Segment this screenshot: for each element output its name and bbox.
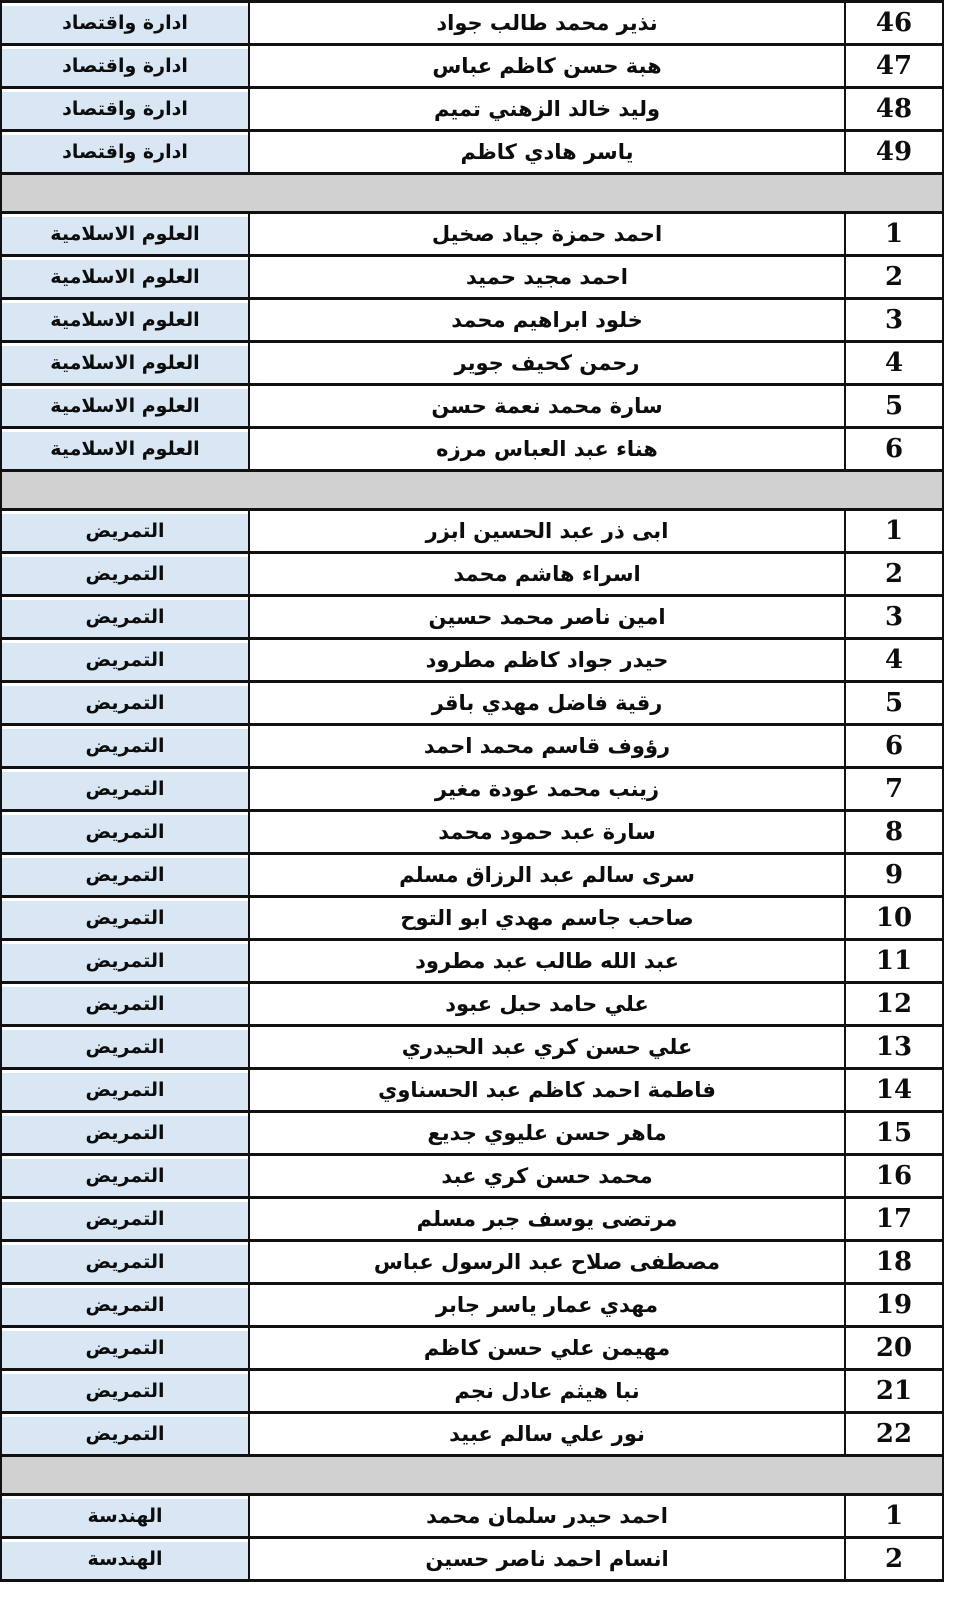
table-row bbox=[2, 726, 942, 769]
serial-number-cell bbox=[846, 812, 942, 852]
serial-number: 47 bbox=[875, 51, 913, 81]
serial-number: 4 bbox=[884, 645, 904, 675]
serial-number: 4 bbox=[884, 348, 904, 378]
department-cell bbox=[2, 132, 248, 172]
department-cell bbox=[2, 300, 248, 340]
student-name-cell bbox=[248, 554, 846, 594]
department-label: ادارة واقتصاد bbox=[62, 55, 188, 77]
student-name-cell bbox=[248, 984, 846, 1024]
department-cell bbox=[2, 1496, 248, 1536]
serial-number: 21 bbox=[875, 1376, 913, 1406]
department-label: التمريض bbox=[85, 649, 165, 671]
serial-number-cell bbox=[846, 46, 942, 86]
table-row bbox=[2, 683, 942, 726]
table-row bbox=[2, 898, 942, 941]
serial-number: 19 bbox=[875, 1290, 913, 1320]
table-row bbox=[2, 1285, 942, 1328]
serial-number: 48 bbox=[875, 94, 913, 124]
table-row bbox=[2, 3, 942, 46]
department-cell bbox=[2, 597, 248, 637]
department-label: ادارة واقتصاد bbox=[62, 141, 188, 163]
serial-number-cell bbox=[846, 683, 942, 723]
table-row bbox=[2, 1242, 942, 1285]
serial-number: 2 bbox=[884, 1544, 904, 1574]
serial-number-cell bbox=[846, 1496, 942, 1536]
serial-number-cell bbox=[846, 1371, 942, 1411]
department-cell bbox=[2, 683, 248, 723]
department-cell bbox=[2, 941, 248, 981]
student-name: انسام احمد ناصر حسين bbox=[425, 1547, 669, 1571]
serial-number-cell bbox=[846, 1285, 942, 1325]
serial-number: 17 bbox=[875, 1204, 913, 1234]
table-row bbox=[2, 1199, 942, 1242]
student-name-cell bbox=[248, 769, 846, 809]
department-label: التمريض bbox=[85, 778, 165, 800]
table-row bbox=[2, 132, 942, 175]
department-cell bbox=[2, 1285, 248, 1325]
department-label: التمريض bbox=[85, 563, 165, 585]
table-row bbox=[2, 511, 942, 554]
department-cell bbox=[2, 898, 248, 938]
student-name-cell bbox=[248, 1285, 846, 1325]
department-label: الهندسة bbox=[87, 1505, 163, 1527]
serial-number-cell bbox=[846, 429, 942, 469]
student-name: حيدر جواد كاظم مطرود bbox=[425, 648, 669, 672]
serial-number-cell bbox=[846, 132, 942, 172]
department-cell bbox=[2, 429, 248, 469]
student-name-cell bbox=[248, 386, 846, 426]
student-name-cell bbox=[248, 1242, 846, 1282]
serial-number: 3 bbox=[884, 305, 904, 335]
department-cell bbox=[2, 1242, 248, 1282]
student-name-cell bbox=[248, 1027, 846, 1067]
serial-number-cell bbox=[846, 1113, 942, 1153]
department-cell bbox=[2, 1539, 248, 1579]
student-name: فاطمة احمد كاظم عبد الحسناوي bbox=[378, 1078, 716, 1102]
student-name-cell bbox=[248, 1113, 846, 1153]
student-name-cell bbox=[248, 855, 846, 895]
serial-number-cell bbox=[846, 1070, 942, 1110]
serial-number: 5 bbox=[884, 391, 904, 421]
table-row bbox=[2, 1156, 942, 1199]
student-name-cell bbox=[248, 511, 846, 551]
department-label: العلوم الاسلامية bbox=[50, 395, 200, 417]
table-row bbox=[2, 812, 942, 855]
serial-number: 49 bbox=[875, 137, 913, 167]
section-separator bbox=[2, 1457, 942, 1496]
table-row bbox=[2, 597, 942, 640]
table-row bbox=[2, 343, 942, 386]
serial-number: 6 bbox=[884, 731, 904, 761]
department-label: العلوم الاسلامية bbox=[50, 352, 200, 374]
department-cell bbox=[2, 343, 248, 383]
student-name-cell bbox=[248, 1371, 846, 1411]
department-label: التمريض bbox=[85, 821, 165, 843]
student-name-cell bbox=[248, 683, 846, 723]
department-label: التمريض bbox=[85, 1079, 165, 1101]
department-label: التمريض bbox=[85, 1294, 165, 1316]
table-row bbox=[2, 640, 942, 683]
student-name: ماهر حسن عليوي جديع bbox=[427, 1121, 667, 1145]
table-row bbox=[2, 1371, 942, 1414]
department-label: التمريض bbox=[85, 1208, 165, 1230]
student-name: امين ناصر محمد حسين bbox=[428, 605, 666, 629]
table-row bbox=[2, 1496, 942, 1539]
department-cell bbox=[2, 214, 248, 254]
student-name: احمد مجيد حميد bbox=[466, 265, 628, 289]
department-label: الهندسة bbox=[87, 1548, 163, 1570]
serial-number: 7 bbox=[884, 774, 904, 804]
student-name-cell bbox=[248, 941, 846, 981]
serial-number: 6 bbox=[884, 434, 904, 464]
department-cell bbox=[2, 554, 248, 594]
student-name-cell bbox=[248, 1070, 846, 1110]
student-name: محمد حسن كري عبد bbox=[441, 1164, 653, 1188]
student-name-cell bbox=[248, 1496, 846, 1536]
student-name-cell bbox=[248, 46, 846, 86]
serial-number: 2 bbox=[884, 262, 904, 292]
department-cell bbox=[2, 1199, 248, 1239]
student-name: ياسر هادي كاظم bbox=[460, 140, 634, 164]
serial-number: 1 bbox=[884, 1501, 904, 1531]
student-name-cell bbox=[248, 726, 846, 766]
student-name: احمد حيدر سلمان محمد bbox=[426, 1504, 668, 1528]
student-name: علي حسن كري عبد الحيدري bbox=[401, 1035, 693, 1059]
department-cell bbox=[2, 257, 248, 297]
department-cell bbox=[2, 1371, 248, 1411]
serial-number: 46 bbox=[875, 8, 913, 38]
student-name: زينب محمد عودة مغير bbox=[434, 777, 660, 801]
department-cell bbox=[2, 855, 248, 895]
department-cell bbox=[2, 89, 248, 129]
serial-number-cell bbox=[846, 257, 942, 297]
department-label: العلوم الاسلامية bbox=[50, 309, 200, 331]
department-label: التمريض bbox=[85, 907, 165, 929]
table-row bbox=[2, 257, 942, 300]
table-row bbox=[2, 46, 942, 89]
student-name: علي حامد حبل عبود bbox=[445, 992, 649, 1016]
department-label: التمريض bbox=[85, 993, 165, 1015]
student-name: خلود ابراهيم محمد bbox=[451, 308, 643, 332]
serial-number: 12 bbox=[875, 989, 913, 1019]
department-cell bbox=[2, 984, 248, 1024]
serial-number-cell bbox=[846, 640, 942, 680]
student-name-cell bbox=[248, 597, 846, 637]
department-cell bbox=[2, 1414, 248, 1454]
serial-number-cell bbox=[846, 1539, 942, 1579]
serial-number: 3 bbox=[884, 602, 904, 632]
student-name-cell bbox=[248, 1328, 846, 1368]
student-name-cell bbox=[248, 812, 846, 852]
table-row bbox=[2, 769, 942, 812]
student-name-cell bbox=[248, 1414, 846, 1454]
student-name: نور علي سالم عبيد bbox=[449, 1422, 645, 1446]
student-name: اسراء هاشم محمد bbox=[453, 562, 641, 586]
student-name: مهيمن علي حسن كاظم bbox=[423, 1336, 671, 1360]
serial-number: 22 bbox=[875, 1419, 913, 1449]
serial-number-cell bbox=[846, 343, 942, 383]
serial-number: 9 bbox=[884, 860, 904, 890]
department-cell bbox=[2, 1113, 248, 1153]
student-name-cell bbox=[248, 214, 846, 254]
serial-number-cell bbox=[846, 855, 942, 895]
serial-number-cell bbox=[846, 941, 942, 981]
department-cell bbox=[2, 3, 248, 43]
student-name: وليد خالد الزهني تميم bbox=[433, 97, 661, 121]
student-name: عبد الله طالب عبد مطرود bbox=[415, 949, 679, 973]
serial-number-cell bbox=[846, 89, 942, 129]
department-label: ادارة واقتصاد bbox=[62, 98, 188, 120]
student-name: احمد حمزة جياد صخيل bbox=[431, 222, 663, 246]
table-row bbox=[2, 386, 942, 429]
table-row bbox=[2, 429, 942, 472]
serial-number-cell bbox=[846, 597, 942, 637]
serial-number: 8 bbox=[884, 817, 904, 847]
department-cell bbox=[2, 1070, 248, 1110]
serial-number-cell bbox=[846, 726, 942, 766]
table-row bbox=[2, 1027, 942, 1070]
department-cell bbox=[2, 1027, 248, 1067]
department-cell bbox=[2, 726, 248, 766]
serial-number: 1 bbox=[884, 516, 904, 546]
serial-number: 5 bbox=[884, 688, 904, 718]
department-cell bbox=[2, 386, 248, 426]
table-row bbox=[2, 984, 942, 1027]
serial-number-cell bbox=[846, 1414, 942, 1454]
student-name: هناء عبد العباس مرزه bbox=[436, 437, 658, 461]
student-name: صاحب جاسم مهدي ابو التوح bbox=[400, 906, 694, 930]
department-cell bbox=[2, 511, 248, 551]
department-cell bbox=[2, 1328, 248, 1368]
serial-number-cell bbox=[846, 898, 942, 938]
table-row bbox=[2, 855, 942, 898]
student-name: مهدي عمار ياسر جابر bbox=[435, 1293, 659, 1317]
serial-number-cell bbox=[846, 300, 942, 340]
serial-number: 18 bbox=[875, 1247, 913, 1277]
student-name-cell bbox=[248, 1539, 846, 1579]
department-label: التمريض bbox=[85, 1036, 165, 1058]
student-name-cell bbox=[248, 429, 846, 469]
table-row bbox=[2, 1539, 942, 1582]
department-cell bbox=[2, 769, 248, 809]
student-name: سارة محمد نعمة حسن bbox=[431, 394, 663, 418]
student-name-cell bbox=[248, 898, 846, 938]
student-name-cell bbox=[248, 132, 846, 172]
serial-number-cell bbox=[846, 1027, 942, 1067]
department-label: ادارة واقتصاد bbox=[62, 12, 188, 34]
serial-number-cell bbox=[846, 554, 942, 594]
department-label: العلوم الاسلامية bbox=[50, 223, 200, 245]
serial-number: 1 bbox=[884, 219, 904, 249]
student-name: رحمن كحيف جوير bbox=[454, 351, 640, 375]
student-name-cell bbox=[248, 1199, 846, 1239]
student-name: نذير محمد طالب جواد bbox=[436, 11, 658, 35]
serial-number-cell bbox=[846, 1156, 942, 1196]
serial-number: 16 bbox=[875, 1161, 913, 1191]
department-label: التمريض bbox=[85, 950, 165, 972]
department-cell bbox=[2, 640, 248, 680]
table-row bbox=[2, 1414, 942, 1457]
serial-number-cell bbox=[846, 769, 942, 809]
table-row bbox=[2, 554, 942, 597]
student-name: مرتضى يوسف جبر مسلم bbox=[416, 1207, 678, 1231]
section-separator bbox=[2, 175, 942, 214]
serial-number-cell bbox=[846, 214, 942, 254]
department-label: التمريض bbox=[85, 1165, 165, 1187]
department-label: التمريض bbox=[85, 692, 165, 714]
student-name-cell bbox=[248, 300, 846, 340]
department-label: التمريض bbox=[85, 1337, 165, 1359]
student-name: ابى ذر عبد الحسين ابزر bbox=[425, 519, 669, 543]
student-name: رؤوف قاسم محمد احمد bbox=[423, 734, 671, 758]
student-name-cell bbox=[248, 1156, 846, 1196]
table-row bbox=[2, 1070, 942, 1113]
student-name: نبا هيثم عادل نجم bbox=[454, 1379, 640, 1403]
serial-number: 20 bbox=[875, 1333, 913, 1363]
department-label: التمريض bbox=[85, 1423, 165, 1445]
table-row bbox=[2, 1113, 942, 1156]
table-row bbox=[2, 89, 942, 132]
serial-number: 2 bbox=[884, 559, 904, 589]
student-name: رقية فاضل مهدي باقر bbox=[431, 691, 663, 715]
serial-number-cell bbox=[846, 511, 942, 551]
department-label: العلوم الاسلامية bbox=[50, 266, 200, 288]
student-name: هبة حسن كاظم عباس bbox=[432, 54, 662, 78]
department-cell bbox=[2, 812, 248, 852]
department-label: التمريض bbox=[85, 520, 165, 542]
department-label: التمريض bbox=[85, 735, 165, 757]
table-row bbox=[2, 214, 942, 257]
department-label: العلوم الاسلامية bbox=[50, 438, 200, 460]
student-name-cell bbox=[248, 640, 846, 680]
serial-number: 10 bbox=[875, 903, 913, 933]
serial-number-cell bbox=[846, 1242, 942, 1282]
department-cell bbox=[2, 46, 248, 86]
department-label: التمريض bbox=[85, 864, 165, 886]
student-name-cell bbox=[248, 3, 846, 43]
serial-number: 14 bbox=[875, 1075, 913, 1105]
student-name-cell bbox=[248, 257, 846, 297]
student-name-cell bbox=[248, 89, 846, 129]
serial-number: 15 bbox=[875, 1118, 913, 1148]
student-name: مصطفى صلاح عبد الرسول عباس bbox=[373, 1250, 721, 1274]
department-label: التمريض bbox=[85, 606, 165, 628]
student-name: سرى سالم عبد الرزاق مسلم bbox=[399, 863, 695, 887]
department-label: التمريض bbox=[85, 1380, 165, 1402]
serial-number: 11 bbox=[875, 946, 913, 976]
table-row bbox=[2, 300, 942, 343]
serial-number-cell bbox=[846, 386, 942, 426]
table-row bbox=[2, 1328, 942, 1371]
department-label: التمريض bbox=[85, 1251, 165, 1273]
student-name: سارة عبد حمود محمد bbox=[438, 820, 656, 844]
serial-number-cell bbox=[846, 3, 942, 43]
department-cell bbox=[2, 1156, 248, 1196]
serial-number-cell bbox=[846, 1199, 942, 1239]
serial-number-cell bbox=[846, 1328, 942, 1368]
department-label: التمريض bbox=[85, 1122, 165, 1144]
section-separator bbox=[2, 472, 942, 511]
table-row bbox=[2, 941, 942, 984]
serial-number: 13 bbox=[875, 1032, 913, 1062]
student-name-cell bbox=[248, 343, 846, 383]
serial-number-cell bbox=[846, 984, 942, 1024]
